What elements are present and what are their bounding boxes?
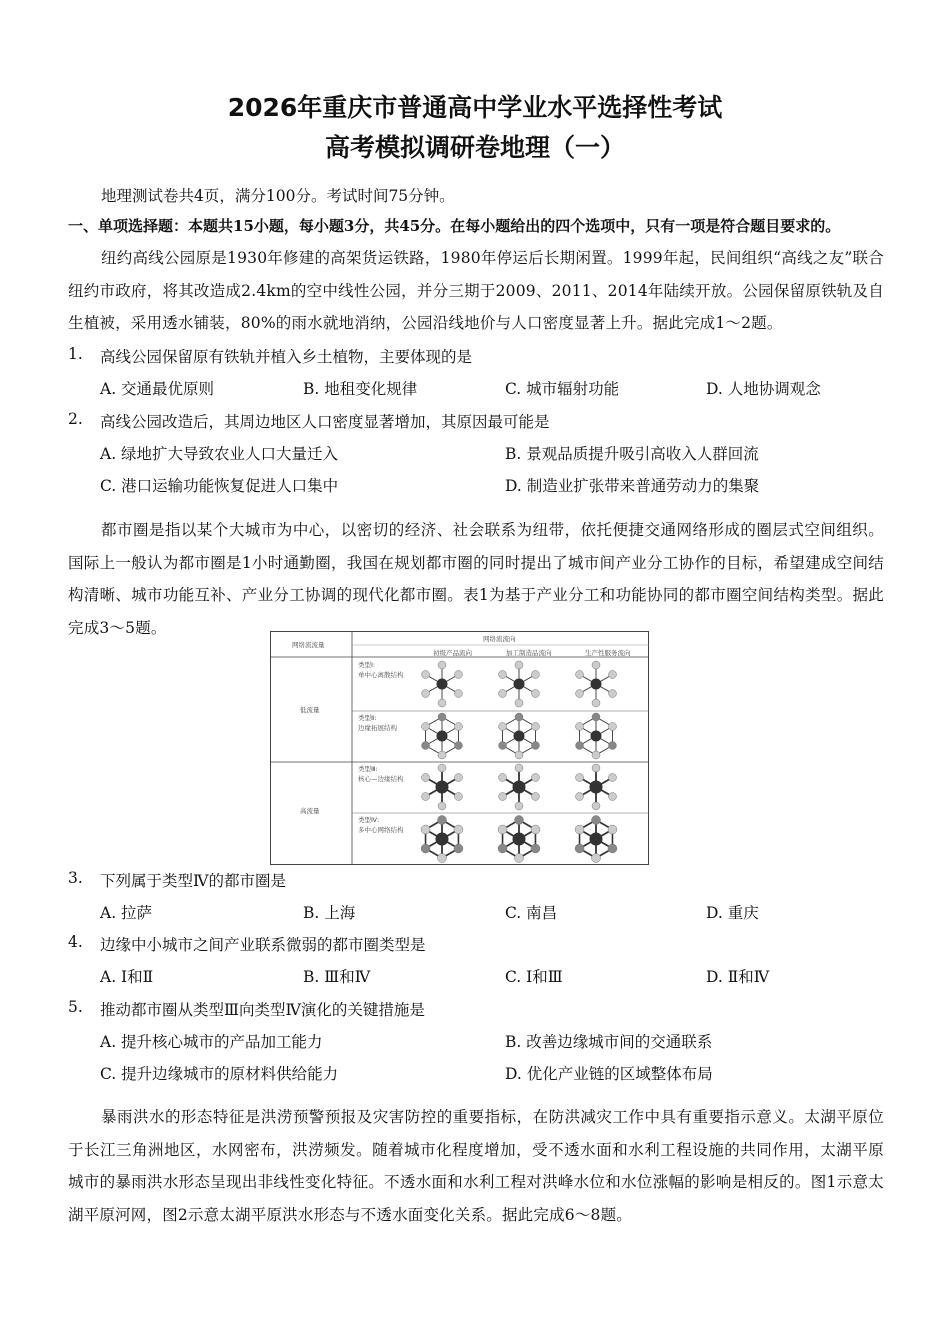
network-node xyxy=(454,825,463,834)
option-d[interactable]: D. Ⅱ和Ⅳ xyxy=(706,968,770,986)
option-a[interactable]: A. Ⅰ和Ⅱ xyxy=(100,968,154,986)
network-node xyxy=(592,816,601,825)
network-node xyxy=(531,742,539,750)
network-node xyxy=(499,774,507,782)
network-node xyxy=(576,671,584,679)
network-node xyxy=(438,751,446,759)
network-node xyxy=(515,661,523,669)
question-number: 4. xyxy=(68,933,83,951)
table-column-header: 加工制造品流向 xyxy=(506,649,552,657)
network-core-node xyxy=(514,679,525,690)
network-core-node xyxy=(590,833,603,846)
exam-title: 2026年重庆市普通高中学业水平选择性考试 xyxy=(227,93,723,122)
network-node xyxy=(438,699,446,707)
network-node xyxy=(422,742,430,750)
network-node xyxy=(454,774,462,782)
question-number: 5. xyxy=(68,998,83,1016)
network-node xyxy=(531,774,539,782)
question-stem: 高线公园保留原有铁轨并植入乡土植物，主要体现的是 xyxy=(100,348,473,366)
network-node xyxy=(608,690,616,698)
network-core-node xyxy=(436,781,449,794)
type-label: 类型Ⅱ: xyxy=(358,714,377,722)
network-node xyxy=(608,774,616,782)
network-node xyxy=(608,844,617,853)
passage-highline: 纽约高线公园原是1930年修建的高架货运铁路，1980年停运后长期闲置。1999年起，民间组织“高线之友”联合纽约市政府，将其改造成2.4km的空中线性公园，并分三期于2009、2011、2014年陆续开放。公园保留原铁轨及自生植被，采用透水铺装，80%的雨水就地消纳，公园沿线地价与人口密度显著上升。据此完成1～2题。 xyxy=(68,249,884,332)
network-core-node xyxy=(513,833,526,846)
option-c[interactable]: C. Ⅰ和Ⅲ xyxy=(505,968,563,986)
network-node xyxy=(576,723,584,731)
option-c[interactable]: C. 港口运输功能恢复促进人口集中 xyxy=(100,477,339,495)
network-node xyxy=(531,844,540,853)
network-core-node xyxy=(436,833,449,846)
network-node xyxy=(608,671,616,679)
network-node xyxy=(499,671,507,679)
network-node xyxy=(592,764,600,772)
question-stem: 高线公园改造后，其周边地区人口密度显著增加，其原因最可能是 xyxy=(100,413,550,431)
question-number: 3. xyxy=(68,869,83,887)
network-core-node xyxy=(590,781,603,794)
network-node xyxy=(575,844,584,853)
network-node xyxy=(608,825,617,834)
option-a[interactable]: A. 绿地扩大导致农业人口大量迁入 xyxy=(100,445,339,463)
network-node xyxy=(421,825,430,834)
network-node xyxy=(454,742,462,750)
option-a[interactable]: A. 提升核心城市的产品加工能力 xyxy=(100,1033,323,1051)
network-node xyxy=(499,793,507,801)
type-name: 边缘拓展结构 xyxy=(358,724,397,732)
network-node xyxy=(438,816,447,825)
network-node xyxy=(498,844,507,853)
option-b[interactable]: B. 地租变化规律 xyxy=(303,380,418,398)
network-core-node xyxy=(514,731,525,742)
network-node xyxy=(531,690,539,698)
network-node xyxy=(531,671,539,679)
network-node xyxy=(531,793,539,801)
network-node xyxy=(422,723,430,731)
option-a[interactable]: A. 交通最优原则 xyxy=(100,380,215,398)
network-node xyxy=(576,774,584,782)
network-core-node xyxy=(437,679,448,690)
metropolitan-structure-table xyxy=(270,631,649,865)
network-node xyxy=(592,661,600,669)
type-label: 类型Ⅰ: xyxy=(358,661,376,669)
network-node xyxy=(576,690,584,698)
network-node xyxy=(454,723,462,731)
network-node xyxy=(421,844,430,853)
type-label: 类型Ⅲ: xyxy=(358,765,378,773)
network-node xyxy=(608,742,616,750)
network-node xyxy=(592,751,600,759)
network-node xyxy=(575,825,584,834)
network-node xyxy=(422,793,430,801)
network-node xyxy=(499,742,507,750)
network-node xyxy=(438,854,447,863)
option-d[interactable]: D. 制造业扩张带来普通劳动力的集聚 xyxy=(505,477,760,495)
network-node xyxy=(592,802,600,810)
network-node xyxy=(438,764,446,772)
flow-group-label: 高流量 xyxy=(300,807,320,815)
question-number: 1. xyxy=(68,345,83,363)
passage-flood: 暴雨洪水的形态特征是洪涝预警预报及灾害防控的重要指标，在防洪减灾工作中具有重要指示意义。太湖平原位于长江三角洲地区，水网密布，洪涝频发。随着城市化程度增加，受不透水面和水利工程设施的共同作用，太湖平原城市的暴雨洪水形态呈现出非线性变化特征。不透水面和水利工程对洪峰水位和水位涨幅的影响是相反的。图1示意太湖平原河网，图2示意太湖平原洪水形态与不透水面变化关系。据此完成6～8题。 xyxy=(68,1108,884,1224)
network-node xyxy=(515,751,523,759)
type-label: 类型Ⅳ: xyxy=(358,816,380,824)
network-core-node xyxy=(591,731,602,742)
option-d[interactable]: D. 人地协调观念 xyxy=(706,380,821,398)
network-core-node xyxy=(513,781,526,794)
option-a[interactable]: A. 拉萨 xyxy=(100,904,153,922)
exam-subtitle: 高考模拟调研卷地理（一） xyxy=(324,133,625,162)
exam-intro: 地理测试卷共4页，满分100分。考试时间75分钟。 xyxy=(101,187,455,205)
network-node xyxy=(422,671,430,679)
flow-group-label: 低流量 xyxy=(300,706,320,714)
option-b[interactable]: B. 上海 xyxy=(303,904,356,922)
network-node xyxy=(499,723,507,731)
network-node xyxy=(515,854,524,863)
option-d[interactable]: D. 优化产业链的区域整体布局 xyxy=(505,1065,713,1083)
network-node xyxy=(608,793,616,801)
option-b[interactable]: B. 景观品质提升吸引高收入人群回流 xyxy=(505,445,759,463)
network-node xyxy=(515,802,523,810)
option-b[interactable]: B. Ⅲ和Ⅳ xyxy=(303,968,371,986)
network-node xyxy=(515,764,523,772)
option-b[interactable]: B. 改善边缘城市间的交通联系 xyxy=(505,1033,713,1051)
question-stem: 边缘中小城市之间产业联系微弱的都市圈类型是 xyxy=(100,936,426,954)
option-d[interactable]: D. 重庆 xyxy=(706,904,759,922)
network-node xyxy=(576,793,584,801)
network-node xyxy=(454,844,463,853)
network-node xyxy=(438,713,446,721)
network-node xyxy=(592,713,600,721)
network-node xyxy=(454,793,462,801)
network-core-node xyxy=(437,731,448,742)
table-column-header: 初级产品流向 xyxy=(433,649,472,657)
question-number: 2. xyxy=(68,410,83,428)
passage-metropolitan: 都市圈是指以某个大城市为中心，以密切的经济、社会联系为纽带，依托便捷交通网络形成的圈层式空间组织。国际上一般认为都市圈是1小时通勤圈，我国在规划都市圈的同时提出了城市间产业分工协作的目标，希望建成空间结构清晰、城市功能互补、产业分工协调的现代化都市圈。表1为基于产业分工和功能协同的都市圈空间结构类型。据此完成3～5题。 xyxy=(68,521,884,637)
type-name: 多中心网络结构 xyxy=(358,826,404,834)
network-node xyxy=(438,661,446,669)
question-stem: 推动都市圈从类型Ⅲ向类型Ⅳ演化的关键措施是 xyxy=(100,1001,425,1019)
network-node xyxy=(531,723,539,731)
network-node xyxy=(592,699,600,707)
type-name: 核心—边缘结构 xyxy=(358,775,404,783)
network-node xyxy=(438,802,446,810)
section-heading: 一、单项选择题：本题共15小题，每小题3分，共45分。在每小题给出的四个选项中，只有一项是符合题目要求的。 xyxy=(68,217,841,235)
network-node xyxy=(454,690,462,698)
network-node xyxy=(608,723,616,731)
table-corner-label: 网络流流量 xyxy=(292,641,325,649)
question-stem: 下列属于类型Ⅳ的都市圈是 xyxy=(100,872,286,890)
table-header-label: 网络流流向 xyxy=(483,635,516,643)
network-node xyxy=(499,690,507,698)
network-node xyxy=(592,854,601,863)
network-node xyxy=(454,671,462,679)
network-node xyxy=(576,742,584,750)
network-node xyxy=(531,825,540,834)
network-node xyxy=(422,774,430,782)
network-node xyxy=(515,699,523,707)
table-column-header: 生产性服务流向 xyxy=(585,649,631,657)
network-node xyxy=(422,690,430,698)
network-core-node xyxy=(591,679,602,690)
option-c[interactable]: C. 南昌 xyxy=(505,904,558,922)
network-node xyxy=(515,816,524,825)
network-node xyxy=(515,713,523,721)
option-c[interactable]: C. 提升边缘城市的原材料供给能力 xyxy=(100,1065,339,1083)
network-node xyxy=(498,825,507,834)
type-name: 单中心离散结构 xyxy=(358,671,404,679)
option-c[interactable]: C. 城市辐射功能 xyxy=(505,380,620,398)
